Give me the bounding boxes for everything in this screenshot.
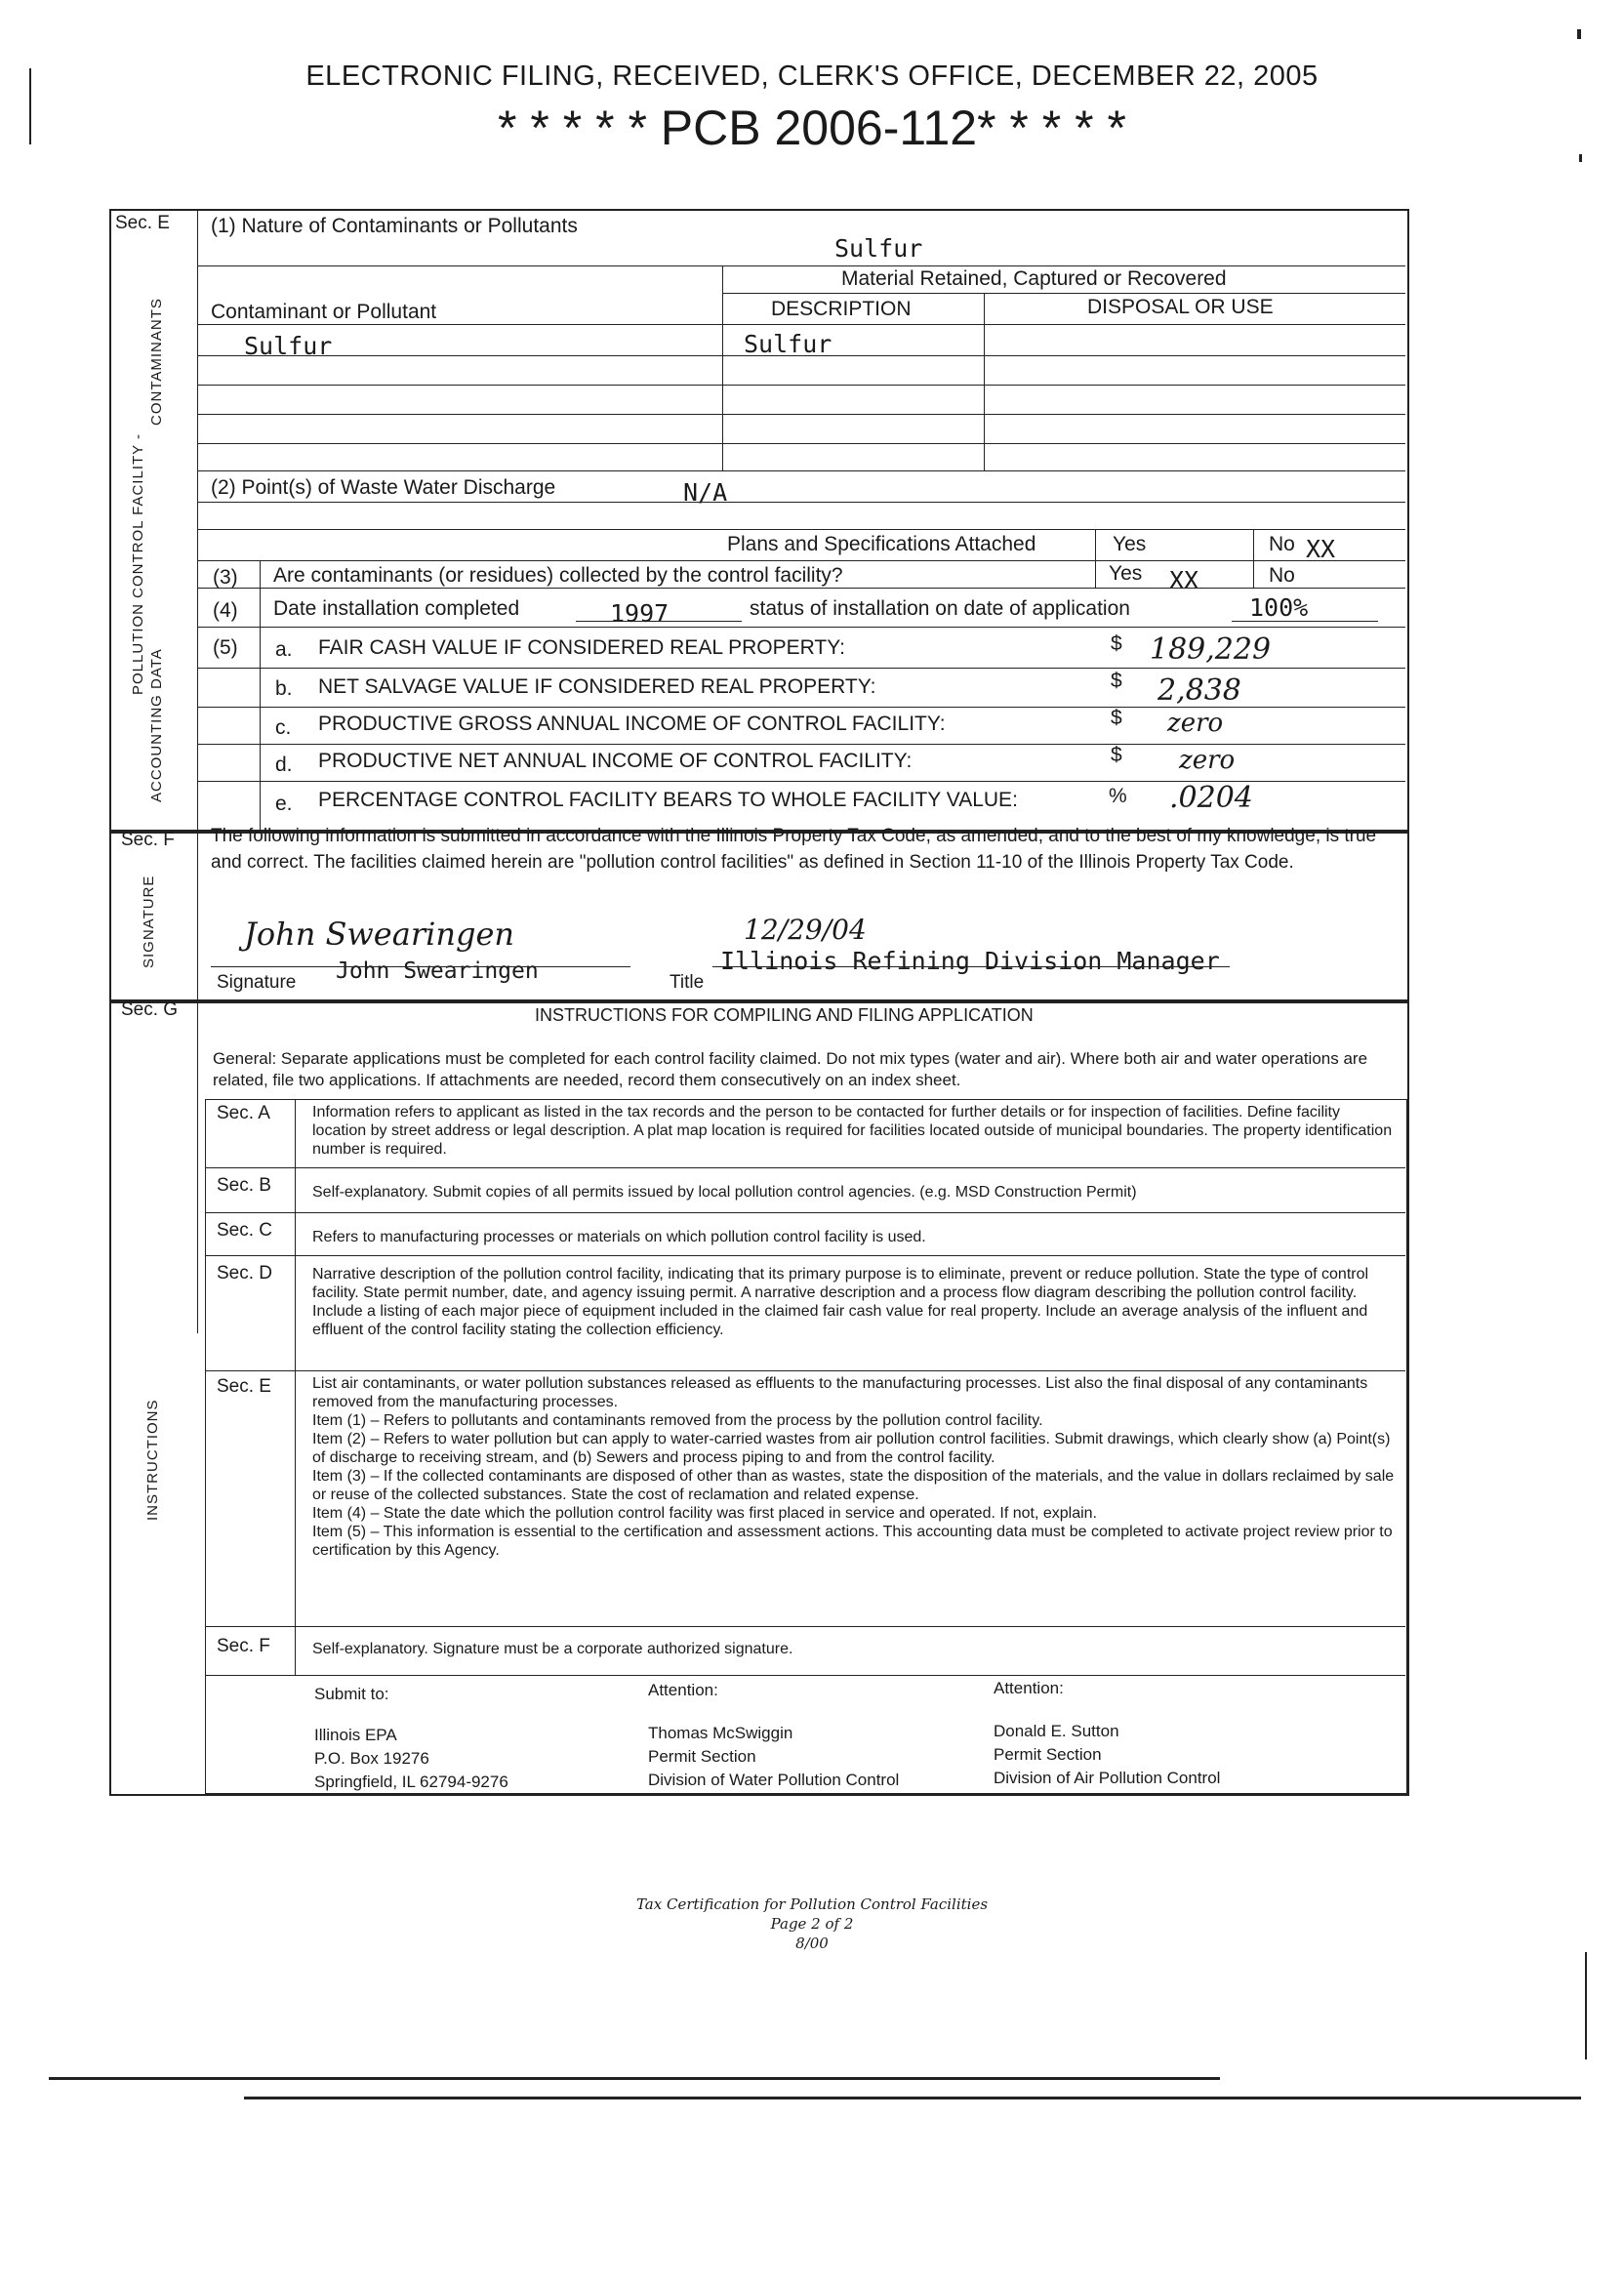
rule <box>211 966 630 967</box>
rule <box>205 1370 1405 1371</box>
rule <box>1095 529 1096 588</box>
title-label: Title <box>670 972 705 993</box>
description-row-1: Sulfur <box>744 330 832 358</box>
rule <box>197 470 1405 471</box>
page-number-footer: Page 2 of 2 <box>770 1915 854 1933</box>
disposal-column-header: DISPOSAL OR USE <box>1087 296 1274 318</box>
rule <box>197 324 1405 325</box>
rule <box>1253 529 1254 588</box>
rule <box>197 414 1405 415</box>
rule <box>197 529 1405 530</box>
section-g-label: Sec. G <box>121 999 179 1020</box>
question-5-number: (5) <box>213 636 238 659</box>
instruction-sec-e-text <box>312 1374 1396 1560</box>
instruction-sec-a-label: Sec. A <box>217 1103 270 1123</box>
accounting-row-e-value: .0204 <box>1169 781 1253 815</box>
submit-to-label: Submit to: <box>314 1685 389 1703</box>
attention-2-label: Attention: <box>994 1679 1064 1697</box>
instruction-sec-e-item-4: Item (4) – State the date which the pollution control facility was first placed in service and operated. If not, explain. <box>312 1505 1097 1522</box>
accounting-row-a-text: FAIR CASH VALUE IF CONSIDERED REAL PROPERTY: <box>318 636 845 659</box>
instruction-sec-e-line: List air contaminants, or water pollution substances released as effluents to the manufacturing processes. List also the final disposal of any contaminants removed from the manufacturing processes. <box>312 1375 1368 1410</box>
attention-2-line-2: Permit Section <box>994 1745 1102 1764</box>
attention-2-line-3: Division of Air Pollution Control <box>994 1769 1221 1787</box>
question-4-text-a: Date installation completed <box>273 597 520 620</box>
instruction-sec-f-label: Sec. F <box>217 1636 270 1656</box>
attention-1-line-1: Thomas McSwiggin <box>648 1724 793 1742</box>
instruction-sec-e-item-5: Item (5) – This information is essential to the certification and assessment actions. This accounting data must be completed to activate project review prior to certification by this Agency. <box>312 1524 1393 1559</box>
material-retained-header: Material Retained, Captured or Recovered <box>841 267 1227 290</box>
question-3-number: (3) <box>213 566 238 589</box>
rule <box>205 1212 1405 1213</box>
rule <box>205 1626 1405 1627</box>
instruction-sec-b-label: Sec. B <box>217 1175 271 1196</box>
instruction-sec-e-item-3: Item (3) – If the collected contaminants are disposed of other than as wastes, state the disposition of the materials, and the value in dollars reclaimed by sale or reuse of the collected substances. State the cost of reclamation and related expense. <box>312 1468 1395 1503</box>
scan-mark <box>1579 154 1582 162</box>
rule <box>197 443 1405 444</box>
plans-no-option: No <box>1269 533 1295 555</box>
instruction-sec-d-text: Narrative description of the pollution control facility, indicating that its primary purpose is to eliminate, prevent or reduce pollution. State the type of control facility. State permit number, date, and agency issuing permit. A narrative description and a process flow diagram describing the pollution control facility. Include a listing of each major piece of equipment included in the claimed fair cash value for real property. Include an average analysis of the influent and effluent of the control facility stating the collection efficiency. <box>312 1266 1369 1338</box>
scan-mark <box>49 2077 1220 2080</box>
rule <box>197 502 1405 503</box>
scan-mark <box>244 2097 1581 2099</box>
attention-1-line-3: Division of Water Pollution Control <box>648 1771 900 1789</box>
instruction-sec-e-item-1: Item (1) – Refers to pollutants and contaminants removed from the process by the pollution control facility. <box>312 1412 1043 1429</box>
accounting-row-b-unit: $ <box>1111 670 1122 692</box>
signer-name: John Swearingen <box>336 958 539 984</box>
installation-status-value: 100% <box>1249 593 1309 622</box>
accounting-row-a-unit: $ <box>1111 632 1122 655</box>
waste-water-discharge-value: N/A <box>683 478 728 507</box>
accounting-row-c-text: PRODUCTIVE GROSS ANNUAL INCOME OF CONTROL FACILITY: <box>318 713 946 735</box>
accounting-row-e-letter: e. <box>275 793 293 815</box>
scan-mark <box>29 68 31 144</box>
rule <box>722 265 723 470</box>
submit-address-line-2: P.O. Box 19276 <box>314 1749 429 1768</box>
accounting-row-b-letter: b. <box>275 677 293 700</box>
contaminant-column-header: Contaminant or Pollutant <box>211 301 437 323</box>
instruction-sec-c-text: Refers to manufacturing processes or materials on which pollution control facility is used. <box>312 1229 926 1245</box>
contaminant-row-1: Sulfur <box>244 332 333 360</box>
contaminants-side-label: CONTAMINANTS <box>148 298 165 426</box>
rule <box>712 966 1230 967</box>
certification-statement: The following information is submitted in accordance with the Illinois Property Tax Code, as amended, and to the best of my knowledge, is true and correct. The facilities claimed herein are "pollution control facilities" as defined in Section 11-10 of the Illinois Property Tax Code. <box>211 826 1377 873</box>
rule <box>197 385 1405 386</box>
rule <box>205 1675 1405 1676</box>
accounting-row-c-unit: $ <box>1111 707 1122 729</box>
instruction-sec-e-item-2: Item (2) – Refers to water pollution but can apply to water-carried wastes from air pollution control facilities. Submit drawings, which clearly show (a) Point(s) of discharge to receiving stream, and (b) Sewers and process piping to and from the control facility. <box>312 1431 1391 1466</box>
question-4-number: (4) <box>213 599 238 622</box>
docket-number: * * * * * PCB 2006-112* * * * * <box>498 101 1126 155</box>
section-e-label: Sec. E <box>115 213 170 233</box>
rule <box>576 621 742 622</box>
accounting-row-d-value: zero <box>1179 746 1236 775</box>
question-3-yes-mark: XX <box>1169 566 1199 594</box>
general-instructions: General: Separate applications must be completed for each control facility claimed. Do not mix types (water and air). Where both air and water operations are related, file two applications. If attachments are needed, record them consecutively on an index sheet. <box>213 1049 1368 1089</box>
rule <box>260 560 261 830</box>
question-3-no-option: No <box>1269 564 1295 587</box>
filing-stamp-line: ELECTRONIC FILING, RECEIVED, CLERK'S OFFICE, DECEMBER 22, 2005 <box>305 61 1319 92</box>
accounting-row-a-value: 189,229 <box>1150 632 1272 667</box>
accounting-row-e-unit: % <box>1109 785 1127 807</box>
form-revision-footer: 8/00 <box>795 1935 829 1952</box>
description-column-header: DESCRIPTION <box>771 298 912 320</box>
instruction-sec-b-text: Self-explanatory. Submit copies of all permits issued by local pollution control agencies. (e.g. MSD Construction Permit) <box>312 1184 1137 1201</box>
pollution-control-side-label: POLLUTION CONTROL FACILITY - <box>130 432 146 695</box>
accounting-row-b-text: NET SALVAGE VALUE IF CONSIDERED REAL PROPERTY: <box>318 675 876 698</box>
rule <box>197 707 1405 708</box>
waste-water-discharge-label: (2) Point(s) of Waste Water Discharge <box>211 476 556 499</box>
signer-title: Illinois Refining Division Manager <box>720 947 1220 975</box>
attention-1-label: Attention: <box>648 1681 718 1699</box>
accounting-row-d-letter: d. <box>275 754 293 776</box>
accounting-row-e-text: PERCENTAGE CONTROL FACILITY BEARS TO WHOLE FACILITY VALUE: <box>318 789 1018 811</box>
accounting-row-c-value: zero <box>1167 709 1224 738</box>
rule <box>295 1099 296 1675</box>
instructions-heading: INSTRUCTIONS FOR COMPILING AND FILING APPLICATION <box>535 1005 1034 1025</box>
submit-address-line-3: Springfield, IL 62794-9276 <box>314 1773 508 1791</box>
accounting-row-c-letter: c. <box>275 716 292 739</box>
attention-2-line-1: Donald E. Sutton <box>994 1722 1119 1740</box>
submit-address-line-1: Illinois EPA <box>314 1726 397 1744</box>
installation-date-value: 1997 <box>610 599 670 628</box>
question-3-yes-option: Yes <box>1109 562 1143 585</box>
attention-1-line-2: Permit Section <box>648 1747 756 1766</box>
rule <box>722 293 1405 294</box>
accounting-row-b-value: 2,838 <box>1157 673 1241 708</box>
accounting-row-d-unit: $ <box>1111 744 1122 766</box>
form-title-footer: Tax Certification for Pollution Control Facilities <box>635 1895 989 1913</box>
rule <box>197 560 1405 561</box>
question-3-text: Are contaminants (or residues) collected by the control facility? <box>273 564 843 587</box>
rule <box>197 355 1405 356</box>
accounting-data-side-label: ACCOUNTING DATA <box>148 648 165 802</box>
accounting-row-d-text: PRODUCTIVE NET ANNUAL INCOME OF CONTROL FACILITY: <box>318 750 913 772</box>
instruction-sec-f-text: Self-explanatory. Signature must be a corporate authorized signature. <box>312 1641 793 1657</box>
scan-mark <box>1585 1952 1587 2059</box>
instruction-sec-e-label: Sec. E <box>217 1376 271 1397</box>
question-4-text-b: status of installation on date of application <box>750 597 1130 620</box>
signature-date: 12/29/04 <box>744 914 867 946</box>
nature-of-contaminants-value: Sulfur <box>834 234 923 263</box>
rule <box>197 744 1405 745</box>
scan-mark <box>1577 29 1581 39</box>
rule <box>197 265 1405 266</box>
plans-attached-label: Plans and Specifications Attached <box>727 533 1036 555</box>
rule <box>197 668 1405 669</box>
rule <box>205 1255 1405 1256</box>
plans-no-mark: XX <box>1306 535 1336 563</box>
handwritten-signature: John Swearingen <box>244 916 514 953</box>
instruction-sec-c-label: Sec. C <box>217 1220 273 1241</box>
plans-yes-option: Yes <box>1113 533 1147 555</box>
instructions-side-label: INSTRUCTIONS <box>144 1399 161 1521</box>
instruction-sec-a-text: Information refers to applicant as listed in the tax records and the person to be contacted for further details or for inspection of facilities. Define facility location by street address or legal description. A plat map location is required for facilities located outside of municipal boundaries. The property identification number is required. <box>312 1104 1393 1158</box>
rule <box>1232 621 1378 622</box>
accounting-row-a-letter: a. <box>275 638 293 661</box>
rule <box>205 1167 1405 1168</box>
section-f-label: Sec. F <box>121 830 175 850</box>
signature-label: Signature <box>217 972 297 993</box>
rule <box>197 627 1405 628</box>
rule <box>197 588 1405 589</box>
instruction-sec-d-label: Sec. D <box>217 1263 273 1284</box>
signature-side-label: SIGNATURE <box>141 875 157 968</box>
nature-of-contaminants-label: (1) Nature of Contaminants or Pollutants <box>211 215 578 237</box>
